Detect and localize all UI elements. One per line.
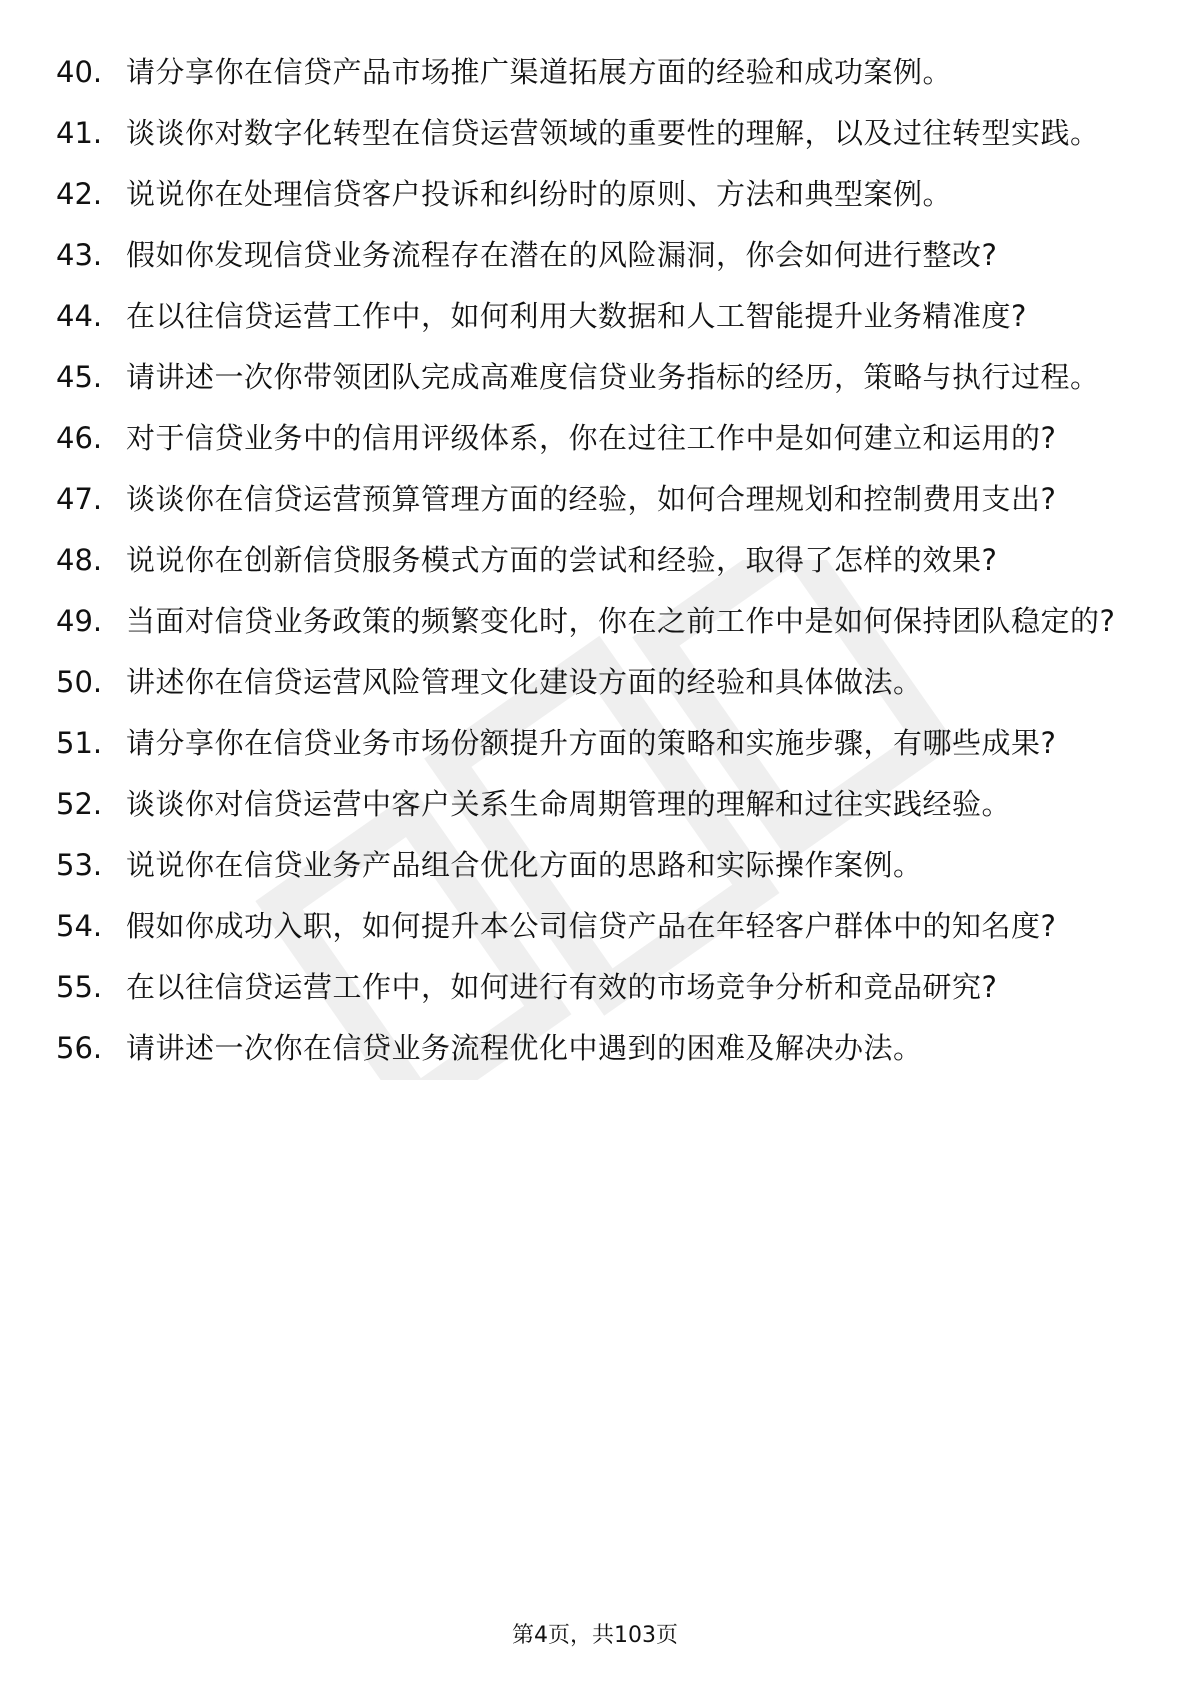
- question-text: 谈谈你在信贷运营预算管理方面的经验，如何合理规划和控制费用支出?: [126, 482, 1057, 516]
- list-item: [56, 113, 1116, 154]
- question-text: 谈谈你对数字化转型在信贷运营领域的重要性的理解，以及过往转型实践。: [126, 116, 1100, 150]
- question-number: 55.: [56, 970, 103, 1004]
- question-number: 42.: [56, 177, 103, 211]
- question-text: 说说你在信贷业务产品组合优化方面的思路和实际操作案例。: [126, 848, 923, 882]
- list-item: [56, 845, 1116, 886]
- question-number: 46.: [56, 421, 103, 455]
- question-text: 说说你在处理信贷客户投诉和纠纷时的原则、方法和典型案例。: [126, 177, 953, 211]
- list-item: [56, 906, 1116, 947]
- question-number: 56.: [56, 1031, 103, 1065]
- question-number: 45.: [56, 360, 103, 394]
- question-number: 40.: [56, 55, 103, 89]
- question-number: 53.: [56, 848, 103, 882]
- list-item: [56, 1028, 1116, 1069]
- list-item: [56, 52, 1116, 93]
- question-text: 讲述你在信贷运营风险管理文化建设方面的经验和具体做法。: [126, 665, 923, 699]
- list-item: [56, 357, 1116, 398]
- list-item: [56, 235, 1116, 276]
- question-list: [56, 52, 1116, 1089]
- question-number: 43.: [56, 238, 103, 272]
- question-text: 说说你在创新信贷服务模式方面的尝试和经验，取得了怎样的效果?: [126, 543, 998, 577]
- list-item: [56, 662, 1116, 703]
- question-text: 假如你成功入职，如何提升本公司信贷产品在年轻客户群体中的知名度?: [126, 909, 1057, 943]
- question-number: 50.: [56, 665, 103, 699]
- list-item: [56, 479, 1116, 520]
- question-text: 在以往信贷运营工作中，如何利用大数据和人工智能提升业务精准度?: [126, 299, 1027, 333]
- question-number: 48.: [56, 543, 103, 577]
- question-text: 谈谈你对信贷运营中客户关系生命周期管理的理解和过往实践经验。: [126, 787, 1012, 821]
- list-item: [56, 601, 1116, 642]
- list-item: [56, 784, 1116, 825]
- question-text: 请分享你在信贷业务市场份额提升方面的策略和实施步骤，有哪些成果?: [126, 726, 1057, 760]
- question-number: 49.: [56, 604, 103, 638]
- question-number: 54.: [56, 909, 103, 943]
- question-number: 52.: [56, 787, 103, 821]
- question-number: 41.: [56, 116, 103, 150]
- question-text: 请分享你在信贷产品市场推广渠道拓展方面的经验和成功案例。: [126, 55, 953, 89]
- list-item: [56, 967, 1116, 1008]
- question-text: 请讲述一次你带领团队完成高难度信贷业务指标的经历，策略与执行过程。: [126, 360, 1100, 394]
- question-number: 47.: [56, 482, 103, 516]
- question-text: 假如你发现信贷业务流程存在潜在的风险漏洞，你会如何进行整改?: [126, 238, 998, 272]
- list-item: [56, 723, 1116, 764]
- question-text: 对于信贷业务中的信用评级体系，你在过往工作中是如何建立和运用的?: [126, 421, 1057, 455]
- question-text: 请讲述一次你在信贷业务流程优化中遇到的困难及解决办法。: [126, 1031, 923, 1065]
- list-item: [56, 296, 1116, 337]
- question-number: 51.: [56, 726, 103, 760]
- page-footer: 第4页，共103页: [512, 1623, 678, 1648]
- list-item: [56, 174, 1116, 215]
- question-text: 当面对信贷业务政策的频繁变化时，你在之前工作中是如何保持团队稳定的?: [126, 604, 1116, 638]
- question-text: 在以往信贷运营工作中，如何进行有效的市场竞争分析和竞品研究?: [126, 970, 998, 1004]
- question-number: 44.: [56, 299, 103, 333]
- list-item: [56, 418, 1116, 459]
- list-item: [56, 540, 1116, 581]
